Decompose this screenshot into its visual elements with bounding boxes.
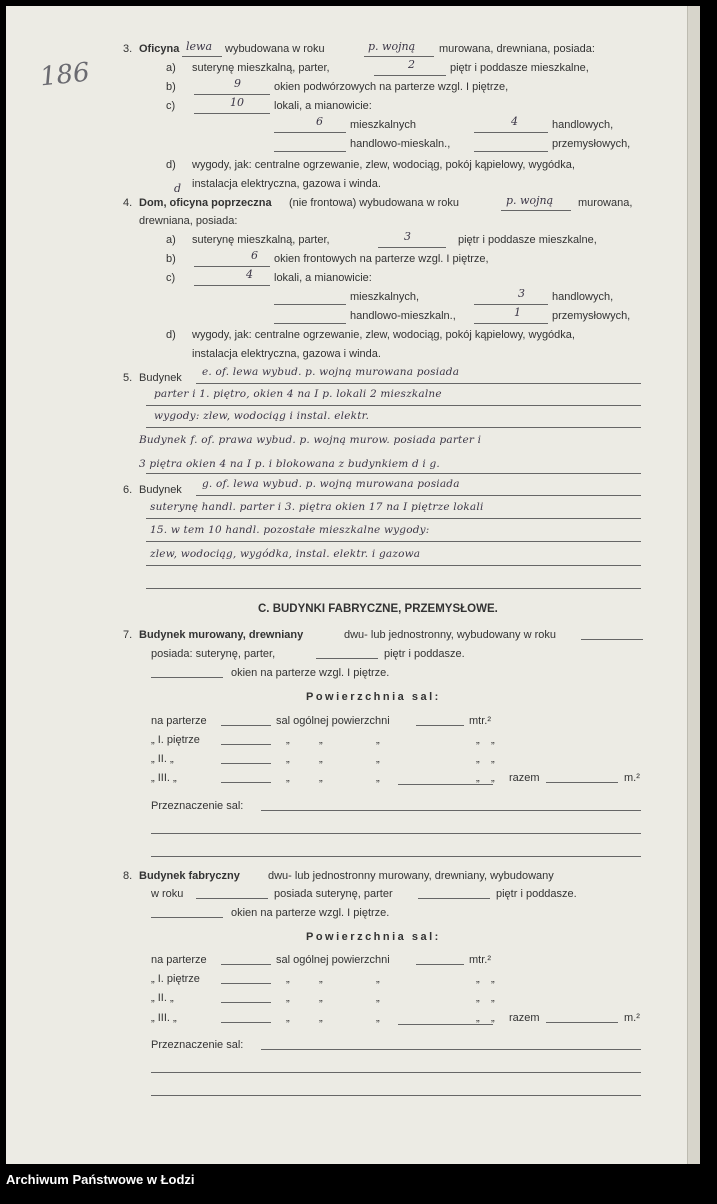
s4-a-tail: piętr i poddasze mieszkalne,: [458, 234, 597, 246]
s4-b-marker: b): [166, 253, 176, 265]
s4-a-hw: 3: [404, 230, 411, 243]
s4-c2-hw: 1: [514, 306, 521, 319]
ditto-mark: „: [491, 753, 495, 765]
s3-a-tail: piętr i poddasze mieszkalne,: [450, 62, 589, 74]
s4-a-text: suterynę mieszkalną, parter,: [192, 234, 330, 246]
s4-heading-tail: murowana,: [578, 197, 633, 209]
s8-pow-heading: Powierzchnia sal:: [306, 931, 441, 943]
ditto-mark: „: [319, 992, 323, 1004]
s7-przeznaczenie: Przeznaczenie sal:: [151, 800, 244, 812]
ditto-mark: „: [476, 973, 480, 985]
s3-c1-hw2: 4: [511, 115, 518, 128]
s7-line2-a: posiada: suterynę, parter,: [151, 648, 276, 660]
ditto-mark: „: [491, 772, 495, 784]
s8-line2-b: posiada suterynę, parter: [274, 888, 393, 900]
s6-hw-2: suterynę handl. parter i 3. piętra okien 17 na I piętrze lokali: [150, 501, 484, 513]
s4-hw-year: p. wojną: [506, 194, 554, 207]
s7-row2-label: „ I. piętrze: [151, 734, 200, 746]
s3-a-marker: a): [166, 62, 176, 74]
ditto-mark: „: [319, 1012, 323, 1024]
s3-b-marker: b): [166, 81, 176, 93]
s5-hw-2: parter i 1. piętro, okien 4 na I p. lokali 2 mieszkalne: [154, 388, 442, 400]
s3-c-marker: c): [166, 100, 176, 112]
s4-c1-text: mieszkalnych,: [350, 291, 420, 303]
s7-pow-heading: Powierzchnia sal:: [306, 691, 441, 703]
s6-hw-3: 15. w tem 10 handl. pozostałe mieszkalne wygody:: [150, 524, 430, 536]
s3-c2-text: handlowo-mieskaln.,: [350, 138, 451, 150]
document-page: [6, 6, 700, 1164]
s7-line2-b: piętr i poddasze.: [384, 648, 465, 660]
s7-number: 7.: [123, 629, 133, 641]
s3-hw-side: lewa: [186, 40, 213, 53]
ditto-mark: „: [286, 973, 290, 985]
s5-label: Budynek: [139, 372, 182, 384]
page-edge: [687, 6, 700, 1164]
s3-a-hw: 2: [408, 58, 415, 71]
s4-a-marker: a): [166, 234, 176, 246]
s8-heading-rest: dwu- lub jednostronny murowany, drewniany, wybudowany: [268, 870, 554, 882]
s8-row4-label: „ III. „: [151, 1012, 177, 1024]
ditto-mark: „: [491, 992, 495, 1004]
section-c-title: C. BUDYNKI FABRYCZNE, PRZEMYSŁOWE.: [258, 603, 498, 615]
s7-line3: okien na parterze wzgl. I piętrze.: [231, 667, 390, 679]
ditto-mark: „: [376, 772, 380, 784]
page-number: 186: [38, 57, 92, 93]
s4-c2-text: handlowo-mieszkaln.,: [350, 310, 456, 322]
ditto-mark: „: [476, 753, 480, 765]
s8-line3: okien na parterze wzgl. I piętrze.: [231, 907, 390, 919]
archive-caption: Archiwum Państwowe w Łodzi: [6, 1172, 195, 1187]
s4-d2-text: instalacja elektryczna, gazowa i winda.: [192, 348, 381, 360]
s8-row3-label: „ II. „: [151, 992, 174, 1004]
s3-b-hw: 9: [234, 77, 241, 90]
s4-c1-hw2: 3: [518, 287, 525, 300]
s4-d-marker: d): [166, 329, 176, 341]
s8-row1-label: na parterze: [151, 954, 207, 966]
ditto-mark: „: [376, 1012, 380, 1024]
s6-number: 6.: [123, 484, 133, 496]
s8-row1-text: sal ogólnej powierzchni: [276, 954, 390, 966]
s3-c1-hw: 6: [316, 115, 323, 128]
ditto-mark: „: [376, 734, 380, 746]
s8-row1-unit: mtr.²: [469, 954, 491, 966]
s7-razem: razem: [509, 772, 540, 784]
ditto-mark: „: [286, 1012, 290, 1024]
s4-d-text: wygody, jak: centralne ogrzewanie, zlew, wodociąg, pokój kąpielowy, wygódka,: [192, 329, 575, 341]
s3-number: 3.: [123, 43, 133, 55]
s5-hw-4: Budynek f. of. prawa wybud. p. wojną murow. posiada parter i: [139, 434, 482, 446]
s4-c-marker: c): [166, 272, 176, 284]
s4-c-hw: 4: [246, 268, 253, 281]
ditto-mark: „: [286, 992, 290, 1004]
s3-c1-text: mieszkalnych: [350, 119, 417, 131]
s8-number: 8.: [123, 870, 133, 882]
s3-d-marker: d): [166, 159, 176, 171]
s8-line2-a: w roku: [151, 888, 184, 900]
s3-hw-year: p. wojną: [368, 40, 416, 53]
ditto-mark: „: [491, 973, 495, 985]
s3-b-text: okien podwórzowych na parterze wzgl. I piętrze,: [274, 81, 509, 93]
s3-a-text: suterynę mieszkalną, parter,: [192, 62, 330, 74]
s4-heading: Dom, oficyna poprzeczna: [139, 197, 272, 209]
s5-number: 5.: [123, 372, 133, 384]
s3-heading-tail: murowana, drewniana, posiada:: [439, 43, 595, 55]
s3-heading-rest: wybudowana w roku: [225, 43, 325, 55]
s7-heading: Budynek murowany, drewniany: [139, 629, 304, 641]
s8-heading: Budynek fabryczny: [139, 870, 240, 882]
s6-hw-4: zlew, wodociąg, wygódka, instal. elektr. i gazowa: [150, 548, 421, 560]
s4-c-text: lokali, a mianowicie:: [274, 272, 372, 284]
s7-row4-label: „ III. „: [151, 772, 177, 784]
ditto-mark: „: [319, 753, 323, 765]
s4-heading-line2: drewniana, posiada:: [139, 215, 238, 227]
s4-number: 4.: [123, 197, 133, 209]
s4-b-hw: 6: [251, 249, 258, 262]
s5-hw-1: e. of. lewa wybud. p. wojną murowana posiada: [202, 366, 460, 378]
s4-b-text: okien frontowych na parterze wzgl. I piętrze,: [274, 253, 489, 265]
s5-hw-3: wygody: zlew, wodociąg i instal. elektr.: [154, 410, 370, 422]
s4-c2-tail: przemysłowych,: [552, 310, 631, 322]
ditto-mark: „: [286, 772, 290, 784]
s8-razem: razem: [509, 1012, 540, 1024]
s3-d2-text: instalacja elektryczna, gazowa i winda.: [192, 178, 381, 190]
s7-row3-label: „ II. „: [151, 753, 174, 765]
ditto-mark: „: [376, 973, 380, 985]
ditto-mark: „: [476, 734, 480, 746]
s7-m2: m.²: [624, 772, 640, 784]
s5-hw-5: 3 piętra okien 4 na I p. i blokowana z budynkiem d i g.: [139, 458, 440, 470]
s6-hw-1: g. of. lewa wybud. p. wojną murowana posiada: [202, 478, 460, 490]
ditto-mark: „: [491, 1012, 495, 1024]
s7-heading-rest: dwu- lub jednostronny, wybudowany w roku: [344, 629, 556, 641]
ditto-mark: „: [476, 772, 480, 784]
ditto-mark: „: [376, 753, 380, 765]
s7-row1-unit: mtr.²: [469, 715, 491, 727]
ditto-mark: „: [476, 1012, 480, 1024]
s7-row1-label: na parterze: [151, 715, 207, 727]
s8-przeznaczenie: Przeznaczenie sal:: [151, 1039, 244, 1051]
s4-heading-rest: (nie frontowa) wybudowana w roku: [289, 197, 459, 209]
ditto-mark: „: [319, 734, 323, 746]
s4-hw-mark: d: [174, 182, 182, 195]
ditto-mark: „: [319, 973, 323, 985]
s4-c1-tail: handlowych,: [552, 291, 614, 303]
ditto-mark: „: [286, 734, 290, 746]
s3-c1-tail: handlowych,: [552, 119, 614, 131]
s3-heading: Oficyna: [139, 43, 180, 55]
s3-d-text: wygody, jak: centralne ogrzewanie, zlew, wodociąg, pokój kąpielowy, wygódka,: [192, 159, 575, 171]
ditto-mark: „: [376, 992, 380, 1004]
s3-c-hw: 10: [230, 96, 244, 109]
ditto-mark: „: [319, 772, 323, 784]
s8-row2-label: „ I. piętrze: [151, 973, 200, 985]
s6-label: Budynek: [139, 484, 182, 496]
s3-c2-tail: przemysłowych,: [552, 138, 631, 150]
ditto-mark: „: [286, 753, 290, 765]
ditto-mark: „: [491, 734, 495, 746]
s3-c-text: lokali, a mianowicie:: [274, 100, 372, 112]
s8-m2: m.²: [624, 1012, 640, 1024]
s7-row1-text: sal ogólnej powierzchni: [276, 715, 390, 727]
ditto-mark: „: [476, 992, 480, 1004]
s8-line2-c: piętr i poddasze.: [496, 888, 577, 900]
